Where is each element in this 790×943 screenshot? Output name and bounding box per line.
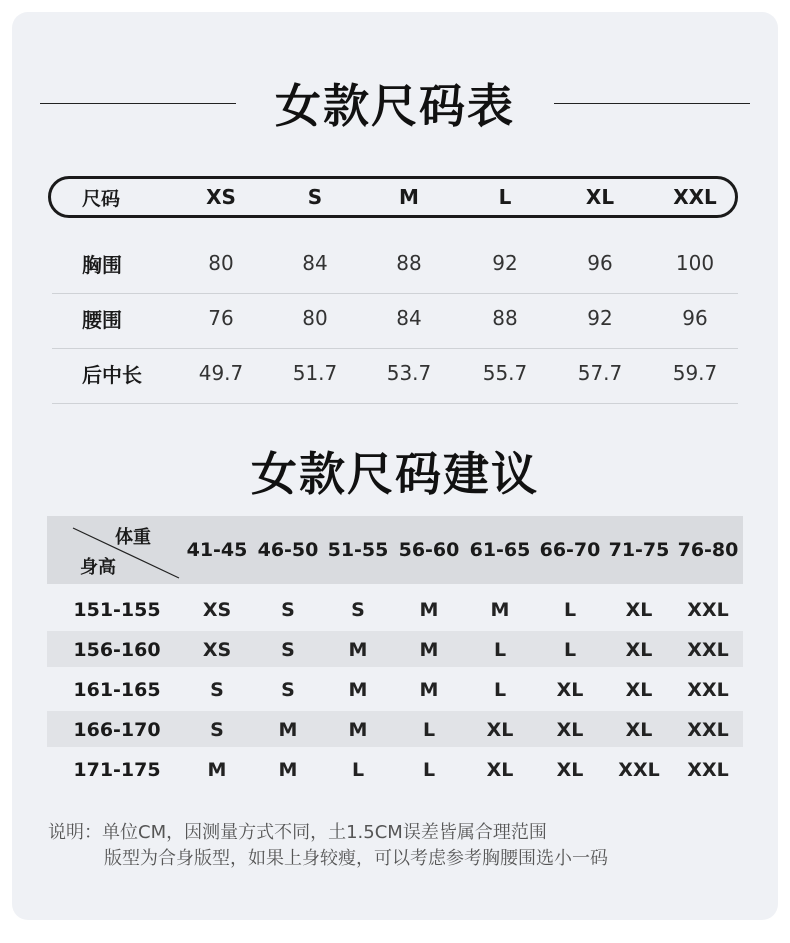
recommend-row xyxy=(47,632,743,668)
recommend-size-cell: XL xyxy=(625,639,653,661)
recommend-row xyxy=(47,592,743,628)
recommend-row xyxy=(47,672,743,708)
size-row-value: 49.7 xyxy=(198,361,244,385)
recommend-size-cell: L xyxy=(351,759,365,781)
recommend-row xyxy=(47,712,743,748)
size-chart-title-row xyxy=(0,72,790,134)
size-row-value: 92 xyxy=(587,306,613,330)
recommend-size-cell: S xyxy=(281,679,295,701)
size-row-value: 76 xyxy=(208,306,234,330)
height-range-label: 166-170 xyxy=(73,719,161,741)
size-row-value: 96 xyxy=(587,251,613,275)
recommend-size-cell: M xyxy=(207,759,227,781)
size-row-value: 51.7 xyxy=(292,361,338,385)
weight-range-cell: 46-50 xyxy=(257,539,319,561)
size-chart-header xyxy=(48,176,738,218)
note-line-2: 版型为合身版型，如果上身较瘦，可以考虑参考胸腰围选小一码 xyxy=(104,848,608,869)
size-row-value: 57.7 xyxy=(577,361,623,385)
size-chart-title: 女款尺码表 xyxy=(275,79,515,133)
recommend-size-cell: XL xyxy=(556,679,584,701)
recommend-size-cell: XL xyxy=(625,679,653,701)
recommend-row xyxy=(47,752,743,788)
height-range-label: 156-160 xyxy=(73,639,161,661)
size-row-value: 100 xyxy=(675,251,715,275)
size-row-value: 55.7 xyxy=(482,361,528,385)
recommend-size-cell: M xyxy=(278,719,298,741)
recommend-size-cell: L xyxy=(563,599,577,621)
size-chart-row xyxy=(48,350,738,396)
recommend-size-cell: L xyxy=(422,719,436,741)
size-header-cell: L xyxy=(498,185,512,209)
recommend-size-cell: M xyxy=(348,719,368,741)
recommend-size-cell: M xyxy=(490,599,510,621)
recommend-size-cell: XXL xyxy=(687,639,729,661)
size-header-label: 尺码 xyxy=(82,187,121,210)
corner-height-label: 身高 xyxy=(80,557,116,578)
recommend-size-cell: XXL xyxy=(687,599,729,621)
recommend-size-cell: XXL xyxy=(618,759,660,781)
size-row-value: 53.7 xyxy=(386,361,432,385)
recommend-size-cell: M xyxy=(278,759,298,781)
size-chart-row xyxy=(48,240,738,286)
recommend-title-row xyxy=(0,440,790,502)
size-row-value: 80 xyxy=(208,251,234,275)
recommend-size-cell: M xyxy=(419,679,439,701)
recommend-size-cell: XXL xyxy=(687,719,729,741)
size-row-label: 腰围 xyxy=(82,307,122,332)
recommend-size-cell: M xyxy=(348,639,368,661)
size-row-value: 92 xyxy=(492,251,518,275)
size-header-cell: M xyxy=(399,185,419,209)
recommend-size-cell: XS xyxy=(202,599,232,621)
size-row-value: 59.7 xyxy=(672,361,718,385)
recommend-size-cell: L xyxy=(563,639,577,661)
recommend-size-cell: S xyxy=(351,599,365,621)
size-chart-row xyxy=(48,295,738,341)
weight-range-cell: 66-70 xyxy=(539,539,601,561)
recommend-size-cell: XL xyxy=(625,599,653,621)
size-header-cell: XXL xyxy=(673,185,717,209)
recommend-size-cell: M xyxy=(348,679,368,701)
height-range-label: 151-155 xyxy=(73,599,161,621)
height-range-label: 171-175 xyxy=(73,759,161,781)
size-row-label: 胸围 xyxy=(82,252,122,277)
size-row-value: 96 xyxy=(682,306,708,330)
recommend-size-cell: XXL xyxy=(687,759,729,781)
recommend-size-cell: L xyxy=(493,679,507,701)
size-row-value: 88 xyxy=(396,251,422,275)
recommend-size-cell: S xyxy=(281,599,295,621)
size-row-value: 84 xyxy=(302,251,328,275)
recommend-size-cell: XL xyxy=(556,719,584,741)
recommend-size-cell: XL xyxy=(625,719,653,741)
recommend-size-cell: XXL xyxy=(687,679,729,701)
weight-range-cell: 41-45 xyxy=(186,539,248,561)
recommend-size-cell: S xyxy=(210,719,224,741)
recommend-size-cell: XL xyxy=(556,759,584,781)
recommend-size-cell: XL xyxy=(486,719,514,741)
recommend-size-cell: S xyxy=(210,679,224,701)
row-separator xyxy=(52,293,738,294)
size-row-value: 80 xyxy=(302,306,328,330)
recommend-size-cell: L xyxy=(422,759,436,781)
recommend-size-cell: XS xyxy=(202,639,232,661)
corner-weight-label: 体重 xyxy=(115,527,151,548)
weight-range-cell: 71-75 xyxy=(608,539,670,561)
size-header-cell: S xyxy=(307,185,323,209)
recommend-header xyxy=(182,516,743,584)
size-header-cell: XL xyxy=(585,185,615,209)
recommend-size-cell: M xyxy=(419,639,439,661)
height-range-label: 161-165 xyxy=(73,679,161,701)
size-row-value: 84 xyxy=(396,306,422,330)
weight-range-cell: 51-55 xyxy=(327,539,389,561)
size-row-label: 后中长 xyxy=(82,362,142,387)
weight-range-cell: 56-60 xyxy=(398,539,460,561)
recommend-size-cell: XL xyxy=(486,759,514,781)
row-separator xyxy=(52,348,738,349)
note-line-1: 说明：单位CM，因测量方式不同，土1.5CM误差皆属合理范围 xyxy=(48,822,547,843)
weight-range-cell: 61-65 xyxy=(469,539,531,561)
recommend-title: 女款尺码建议 xyxy=(251,447,539,501)
row-separator xyxy=(52,403,738,404)
recommend-size-cell: M xyxy=(419,599,439,621)
weight-range-cell: 76-80 xyxy=(677,539,739,561)
recommend-size-cell: L xyxy=(493,639,507,661)
size-header-cell: XS xyxy=(206,185,236,209)
size-row-value: 88 xyxy=(492,306,518,330)
recommend-size-cell: S xyxy=(281,639,295,661)
